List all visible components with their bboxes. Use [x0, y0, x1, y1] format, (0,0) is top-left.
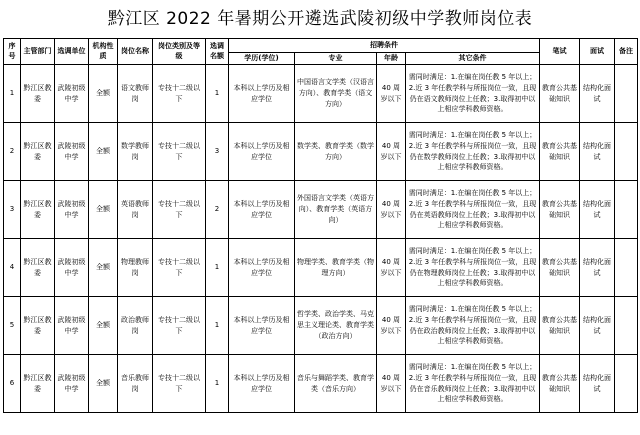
table-row: [4, 181, 638, 239]
cell-count: 1: [206, 239, 229, 297]
cell-category: 专技十二级以下: [153, 239, 206, 297]
cell-remarks: [615, 65, 638, 123]
col-header-major: 专业: [295, 53, 377, 65]
cell-seq: 3: [4, 181, 21, 239]
cell-written: 教育公共基础知识: [540, 239, 580, 297]
cell-category: 专技十二级以下: [153, 297, 206, 355]
cell-nature: 全额: [89, 181, 118, 239]
cell-count: 1: [206, 297, 229, 355]
cell-written: 教育公共基础知识: [540, 297, 580, 355]
table-body: [4, 65, 638, 413]
cell-education: 本科以上学历及相应学位: [229, 65, 295, 123]
cell-category: 专技十二级以下: [153, 181, 206, 239]
col-header-nature: 机构性质: [89, 39, 118, 65]
cell-age: 40 周岁以下: [377, 297, 406, 355]
col-header-unit: 选调单位: [55, 39, 89, 65]
cell-unit: 武陵初级中学: [55, 181, 89, 239]
col-header-interview: 面试: [580, 39, 615, 65]
cell-dept: 黔江区教委: [21, 239, 55, 297]
cell-nature: 全额: [89, 123, 118, 181]
cell-remarks: [615, 355, 638, 413]
cell-other: 需同时满足：1.在编在岗任教 5 年以上；2.近 3 年任教学科与所报岗位一致，且现仍在政治教师岗位上任教；3.取得初中以上相应学科教师资格。: [406, 297, 540, 355]
col-header-conditions: 招聘条件: [229, 39, 540, 53]
cell-other: 需同时满足：1.在编在岗任教 5 年以上；2.近 3 年任教学科与所报岗位一致，且现仍在语文教师岗位上任教；3.取得初中以上相应学科教师资格。: [406, 65, 540, 123]
col-header-other: 其它条件: [406, 53, 540, 65]
cell-post: 音乐教师岗: [118, 355, 153, 413]
cell-seq: 4: [4, 239, 21, 297]
cell-major: 音乐与舞蹈学类、教育学类（音乐方向）: [295, 355, 377, 413]
cell-count: 1: [206, 355, 229, 413]
cell-written: 教育公共基础知识: [540, 123, 580, 181]
cell-major: 数学类、教育学类（数学方向）: [295, 123, 377, 181]
cell-category: 专技十二级以下: [153, 355, 206, 413]
cell-post: 英语教师岗: [118, 181, 153, 239]
cell-other: 需同时满足：1.在编在岗任教 5 年以上；2.近 3 年任教学科与所报岗位一致，且现仍在英语教师岗位上任教；3.取得初中以上相应学科教师资格。: [406, 181, 540, 239]
cell-interview: 结构化面试: [580, 239, 615, 297]
cell-remarks: [615, 181, 638, 239]
cell-unit: 武陵初级中学: [55, 65, 89, 123]
cell-nature: 全额: [89, 239, 118, 297]
cell-age: 40 周岁以下: [377, 355, 406, 413]
cell-count: 1: [206, 65, 229, 123]
cell-post: 政治教师岗: [118, 297, 153, 355]
col-header-written: 笔试: [540, 39, 580, 65]
cell-interview: 结构化面试: [580, 181, 615, 239]
cell-written: 教育公共基础知识: [540, 181, 580, 239]
cell-unit: 武陵初级中学: [55, 239, 89, 297]
cell-remarks: [615, 123, 638, 181]
positions-table: [3, 38, 638, 413]
cell-major: 中国语言文学类（汉语言方向）、教育学类（语文方向）: [295, 65, 377, 123]
cell-post: 语文教师岗: [118, 65, 153, 123]
cell-unit: 武陵初级中学: [55, 355, 89, 413]
table-row: [4, 355, 638, 413]
cell-major: 哲学类、政治学类、马克思主义理论类、教育学类（政治方向）: [295, 297, 377, 355]
cell-dept: 黔江区教委: [21, 181, 55, 239]
cell-interview: 结构化面试: [580, 297, 615, 355]
cell-seq: 2: [4, 123, 21, 181]
cell-post: 数学教师岗: [118, 123, 153, 181]
table-row: [4, 239, 638, 297]
cell-written: 教育公共基础知识: [540, 355, 580, 413]
table-row: [4, 123, 638, 181]
cell-other: 需同时满足：1.在编在岗任教 5 年以上；2.近 3 年任教学科与所报岗位一致，且现仍在音乐教师岗位上任教；3.取得初中以上相应学科教师资格。: [406, 355, 540, 413]
cell-seq: 1: [4, 65, 21, 123]
cell-age: 40 周岁以下: [377, 123, 406, 181]
cell-count: 2: [206, 181, 229, 239]
cell-education: 本科以上学历及相应学位: [229, 297, 295, 355]
cell-education: 本科以上学历及相应学位: [229, 239, 295, 297]
cell-written: 教育公共基础知识: [540, 65, 580, 123]
cell-remarks: [615, 297, 638, 355]
cell-other: 需同时满足：1.在编在岗任教 5 年以上；2.近 3 年任教学科与所报岗位一致，且现仍在数学教师岗位上任教；3.取得初中以上相应学科教师资格。: [406, 123, 540, 181]
col-header-age: 年龄: [377, 53, 406, 65]
col-header-post: 岗位名称: [118, 39, 153, 65]
cell-major: 外国语言文学类（英语方向）、教育学类（英语方向）: [295, 181, 377, 239]
cell-count: 3: [206, 123, 229, 181]
cell-other: 需同时满足：1.在编在岗任教 5 年以上；2.近 3 年任教学科与所报岗位一致，且现仍在物理教师岗位上任教；3.取得初中以上相应学科教师资格。: [406, 239, 540, 297]
cell-interview: 结构化面试: [580, 123, 615, 181]
cell-category: 专技十二级以下: [153, 65, 206, 123]
cell-seq: 6: [4, 355, 21, 413]
cell-age: 40 周岁以下: [377, 181, 406, 239]
col-header-education: 学历(学位): [229, 53, 295, 65]
cell-post: 物理教师岗: [118, 239, 153, 297]
cell-dept: 黔江区教委: [21, 65, 55, 123]
col-header-dept: 主管部门: [21, 39, 55, 65]
cell-dept: 黔江区教委: [21, 297, 55, 355]
page-title: 黔江区 2022 年暑期公开遴选武陵初级中学教师岗位表: [107, 9, 533, 29]
cell-major: 物理学类、教育学类（物理方向）: [295, 239, 377, 297]
cell-nature: 全额: [89, 65, 118, 123]
cell-unit: 武陵初级中学: [55, 297, 89, 355]
cell-unit: 武陵初级中学: [55, 123, 89, 181]
cell-interview: 结构化面试: [580, 355, 615, 413]
cell-category: 专技十二级以下: [153, 123, 206, 181]
cell-age: 40 周岁以下: [377, 239, 406, 297]
table-row: [4, 297, 638, 355]
cell-remarks: [615, 239, 638, 297]
cell-education: 本科以上学历及相应学位: [229, 123, 295, 181]
table-row: [4, 65, 638, 123]
cell-interview: 结构化面试: [580, 65, 615, 123]
cell-seq: 5: [4, 297, 21, 355]
cell-nature: 全额: [89, 297, 118, 355]
col-header-category: 岗位类别及等级: [153, 39, 206, 65]
col-header-seq: 序号: [4, 39, 21, 65]
cell-age: 40 周岁以下: [377, 65, 406, 123]
cell-dept: 黔江区教委: [21, 123, 55, 181]
cell-education: 本科以上学历及相应学位: [229, 181, 295, 239]
cell-education: 本科以上学历及相应学位: [229, 355, 295, 413]
cell-dept: 黔江区教委: [21, 355, 55, 413]
col-header-remarks: 备注: [615, 39, 638, 65]
header-row-1: [4, 39, 638, 53]
cell-nature: 全额: [89, 355, 118, 413]
col-header-count: 选调名额: [206, 39, 229, 65]
